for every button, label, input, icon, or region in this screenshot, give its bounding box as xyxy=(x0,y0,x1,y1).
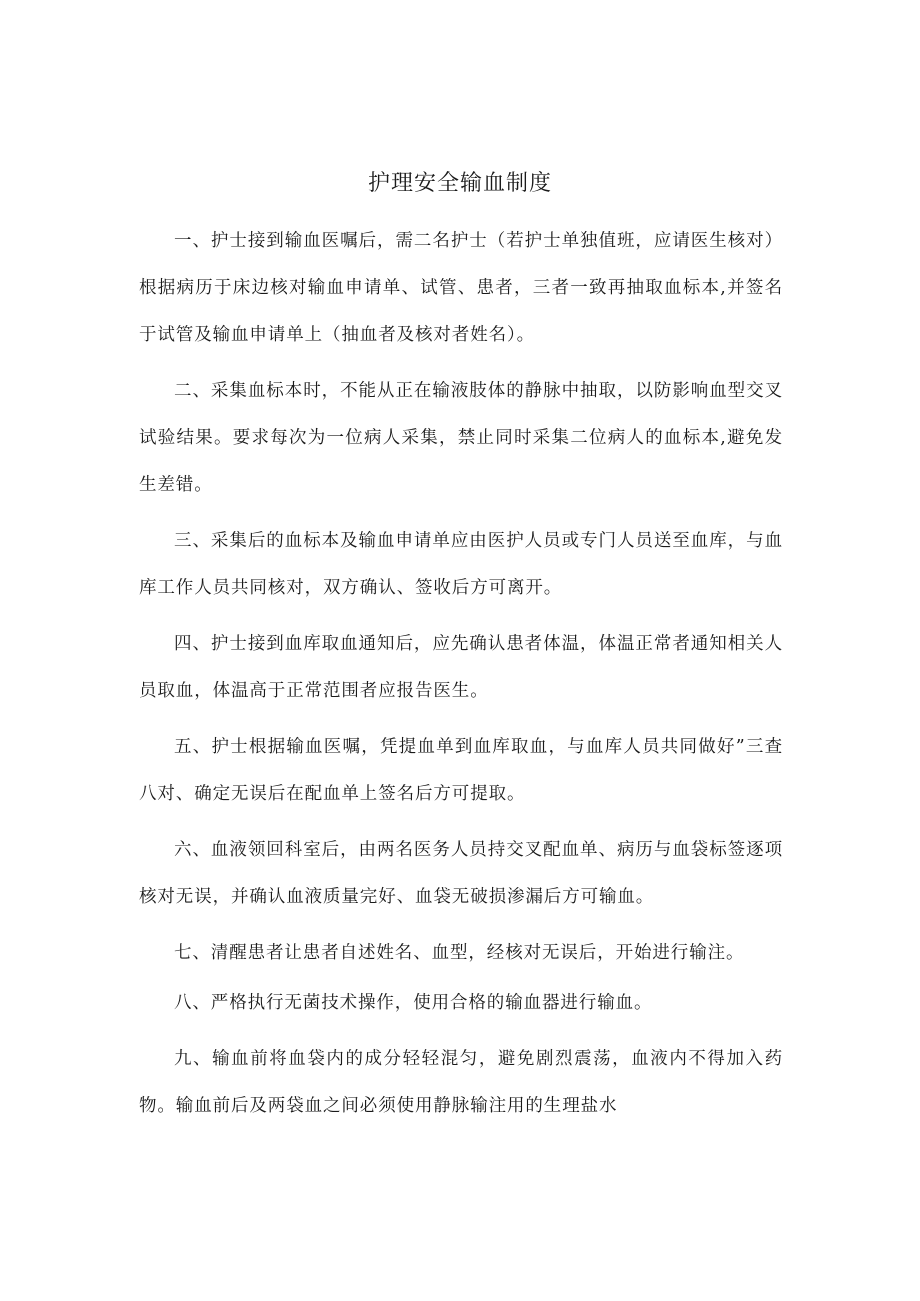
document-body xyxy=(139,218,783,1139)
page-title: 护理安全输血制度 xyxy=(367,171,552,196)
paragraph-2: 二、采集血标本时，不能从正在输液肢体的静脉中抽取，以防影响血型交叉试验结果。要求每次为一位病人采集，禁止同时采集二位病人的血标本,避免发生差错。 xyxy=(139,381,783,495)
paragraph-3: 三、采集后的血标本及输血申请单应由医护人员或专门人员送至血库，与血库工作人员共同核对，双方确认、签收后方可离开。 xyxy=(139,531,783,598)
paragraph-6: 六、血液领回科室后，由两名医务人员持交叉配血单、病历与血袋标签逐项核对无误，并确认血液质量完好、血袋无破损渗漏后方可输血。 xyxy=(139,840,783,907)
paragraph-8: 八、严格执行无菌技术操作，使用合格的输血器进行输血。 xyxy=(174,993,653,1013)
paragraph-7: 七、清醒患者让患者自述姓名、血型，经核对无误后，开始进行输注。 xyxy=(174,943,745,963)
paragraph-5: 五、护士根据输血医嘱，凭提血单到血库取血，与血库人员共同做好”三查八对、确定无误后在配血单上签名后方可提取。 xyxy=(139,737,783,804)
paragraph-4: 四、护士接到血库取血通知后，应先确认患者体温，体温正常者通知相关人员取血，体温高于正常范围者应报告医生。 xyxy=(139,634,783,701)
paragraph-9: 九、输血前将血袋内的成分轻轻混匀，避免剧烈震荡，血液内不得加入药物。输血前后及两袋血之间必须使用静脉输注用的生理盐水 xyxy=(139,1049,783,1116)
paragraph-1: 一、护士接到输血医嘱后，需二名护士（若护士单独值班，应请医生核对）根据病历于床边核对输血申请单、试管、患者，三者一致再抽取血标本,并签名于试管及输血申请单上（抽血者及核对者姓名）。 xyxy=(139,231,783,345)
